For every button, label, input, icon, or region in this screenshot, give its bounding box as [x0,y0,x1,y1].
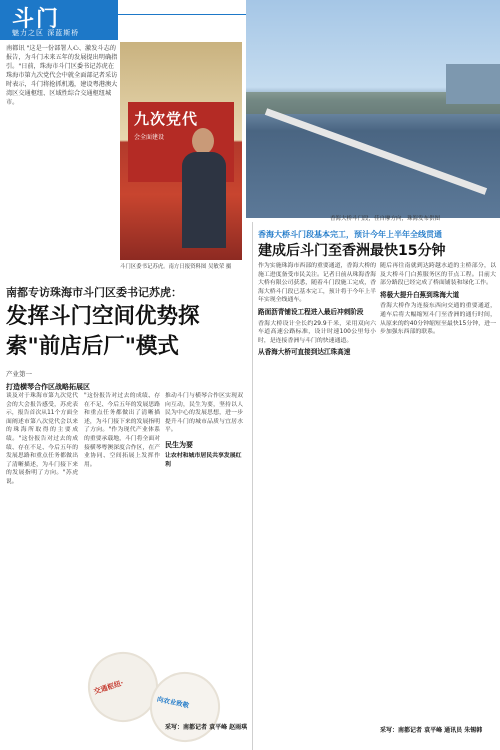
right-col1-para: 作为实施珠海市西部的重要通道，香海大桥的施工进度备受市民关注。记者日前从珠海香海大桥有限公司获悉，随着斗门段施工完成，香海大桥斗门段已基本完工，预计将于今年上半年实现全线通车。 [258,263,376,304]
backdrop-subtext: 会全面建设 [134,134,165,141]
right-column-1 [258,262,376,360]
right-col2-para-b: 香海大桥作为连接东西向交通的重要通道，通车后将大幅缩短斗门至香洲的通行时间，从原来的约40分钟缩短至最快15分钟，进一步加强东西部的联系。 [380,303,496,336]
section-logo: 斗门 [12,6,61,32]
left-mini-head: 民生为要 [165,441,193,449]
right-column-2 [380,262,496,337]
right-headline: 建成后斗门至香洲最快15分钟 [258,243,446,259]
left-column-c: 推动斗门与横琴合作区实现双向互动，民生为要，坚持以人民为中心的发展思想，进一步提升斗门的城市品质与宜居水平。 [165,393,243,434]
intro-paragraph: 南都讯 "这是一份部署人心、激发斗志的报告，为斗门未来五年的发展提出明确指引。"日前，珠海市斗门区委书记苏虎在珠海市第九次党代会中就全面部记者采访时表示，斗门将抢抓机遇，建设粤港澳大湾区交通枢纽、区域性综合交通枢纽城市。 [6,45,118,106]
right-col1-para-b: 香海大桥设计全长约29.9千米，采用双向六车道高速公路标准，设计时速100公里每小时，是连接香洲与斗门的快速通道。 [258,320,376,344]
official-photo [120,42,242,260]
badge-text-1: 交通枢纽· [92,678,125,696]
left-column-b: "这份报告对过去的成绩、存在不足、今后五年的发展思路和重点任务都做出了清晰描述，为斗门接下来的发展指明了方向。"作为现代产业体系的重要承载地，斗门将全面对接横琴粤澳深度合作区，在产业协同、空间拓展上发挥作用。 [84,393,160,468]
right-col2-para: 随后再往南就到达跨越水道的主桥部分，以及大桥斗门白蕉服务区的节点工程。目前大部分路段已经完成了桥面铺装和绿化工作。 [380,263,496,287]
photo2-caption: 香海大桥斗门段，佳自摩方向，珠海发布供图 [330,216,441,222]
right-subhead-c: 将极大提升白蕉到珠海大道 [380,290,460,299]
left-mini-subhead: 让农村和城市居民共享发展红利 [165,453,242,468]
bridge-shape [265,108,487,195]
right-kicker: 香海大桥斗门段基本完工，预计今年上半年全线贯通 [258,230,442,239]
left-headline: 发挥斗门空间优势探索"前店后厂"模式 [6,304,200,359]
photo1-caption: 斗门区委书记苏虎。南方日报资料图 吴敏荣 摄 [120,264,232,270]
left-subhead: 打造横琴合作区战略拓展区 [6,383,90,391]
right-subhead-a: 路面沥青铺设工程进入最后冲刺阶段 [258,307,364,316]
badge-text-2: 向农业致敬 [156,695,190,710]
bridge-photo [246,0,500,218]
backdrop-text: 九次党代 [134,110,199,128]
left-byline: 产业第一 [6,370,32,378]
section-tagline: 魅力之区 深蓝斯桥 [12,29,80,37]
left-kicker: 南都专访珠海市斗门区委书记苏虎： [6,286,182,299]
left-column-a: 谈及对于珠海市第九次党代会的大会报告感受，苏虎表示，报告首次从11个方面全面阐述市第八次党代会以来的珠海所取得的主要成绩。"这份报告对过去的成绩、存在不足、今后五年的发展思路和重点任务都做出了清晰描述，为斗门接下来的发展指明了方向。"苏虎说。 [6,393,78,485]
right-subhead-b: 从香海大桥可直接到达江珠高速 [258,348,351,357]
left-author: 采写：南都记者 袁平峰 赵雨琪 [165,724,248,731]
column-divider [252,222,253,750]
person-figure [182,128,226,248]
right-author: 采写：南都记者 袁平峰 通讯员 朱锡韩 [380,727,483,734]
